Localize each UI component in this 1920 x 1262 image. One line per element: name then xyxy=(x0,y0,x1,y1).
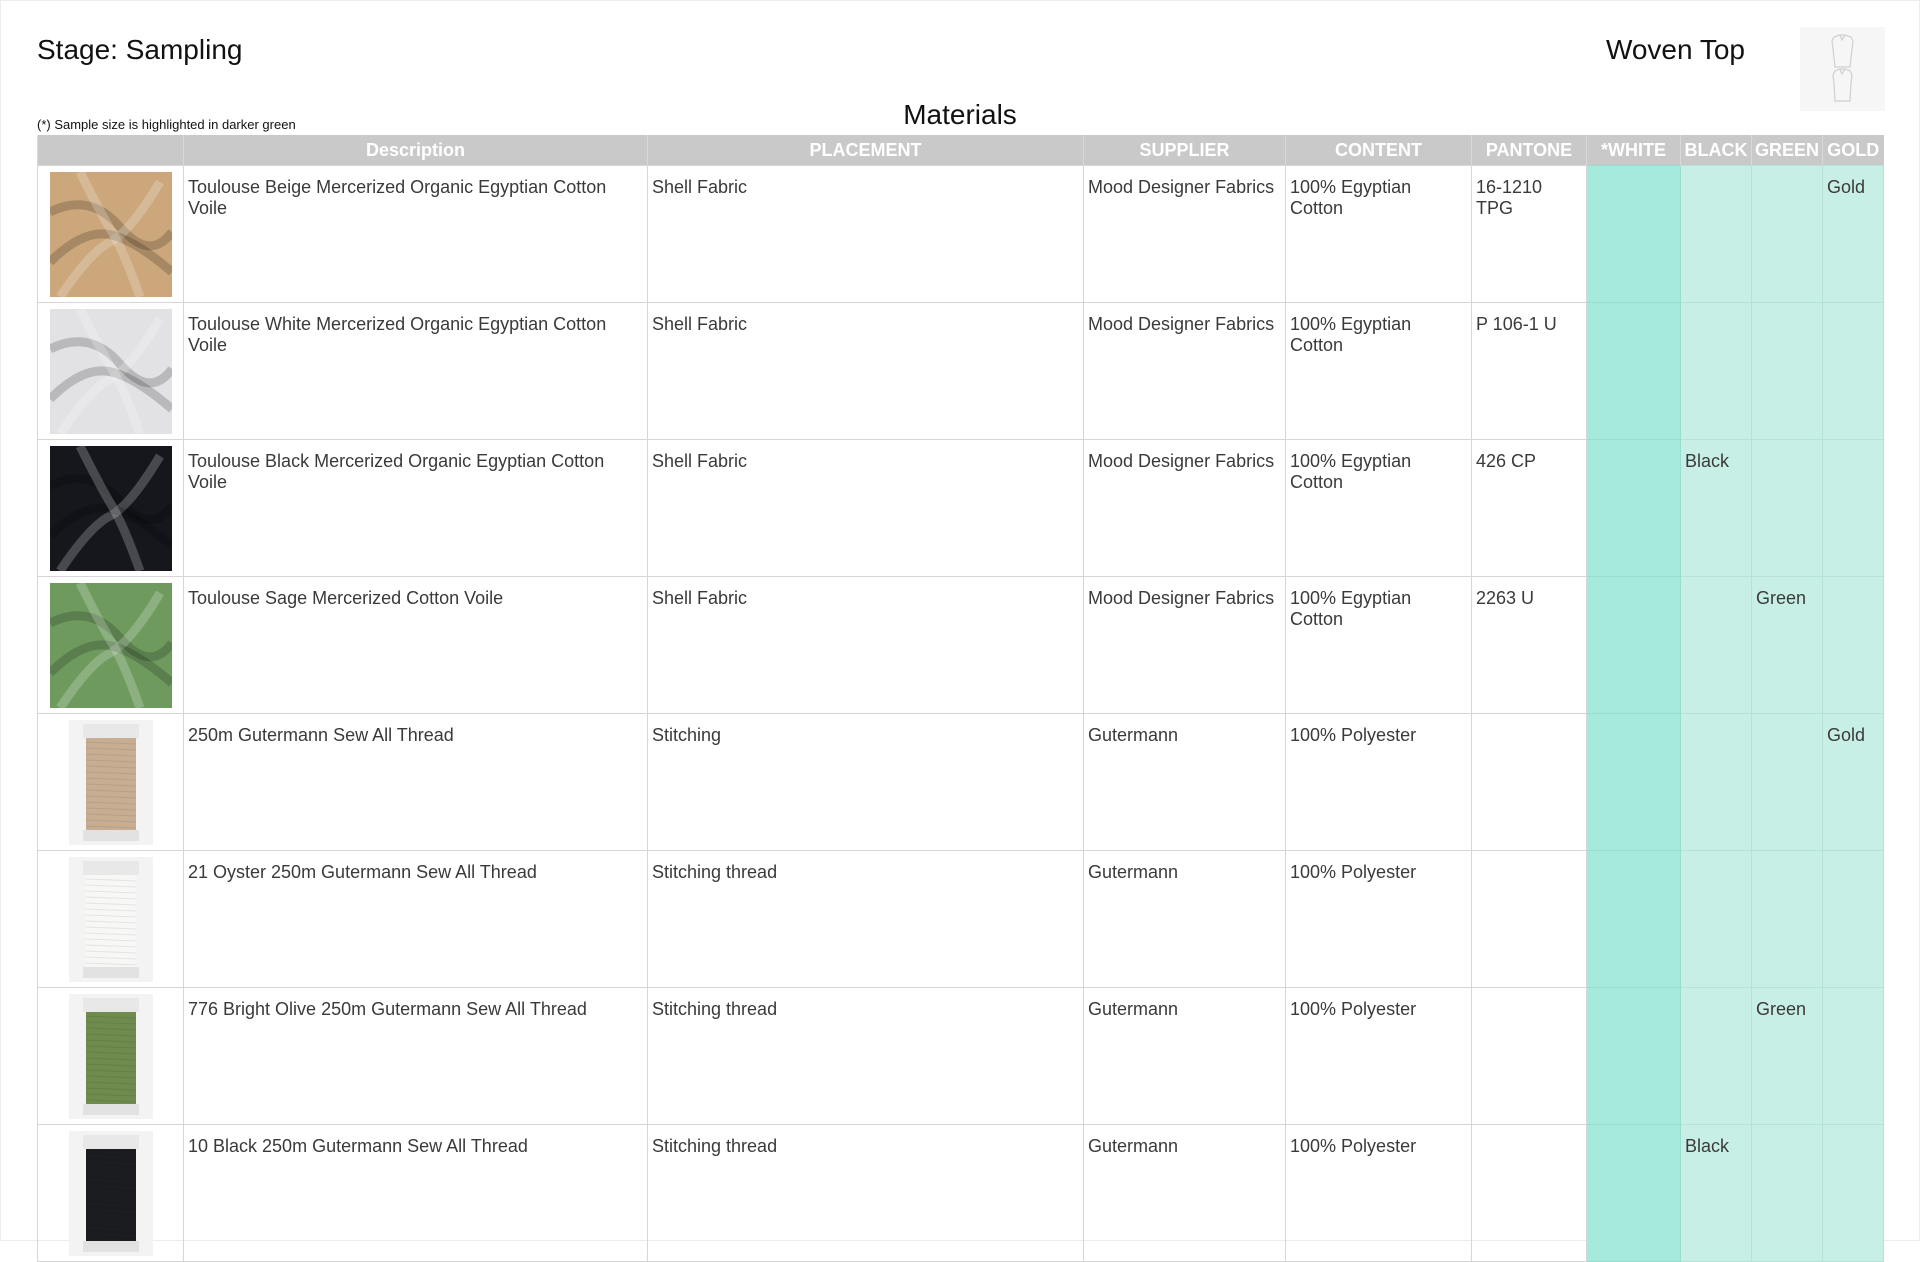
materials-heading: Materials xyxy=(903,99,1017,130)
cell-content[interactable]: 100% Egyptian Cotton xyxy=(1286,577,1472,714)
cell-content[interactable]: 100% Polyester xyxy=(1286,988,1472,1125)
cell-content[interactable]: 100% Polyester xyxy=(1286,851,1472,988)
cell-placement[interactable]: Stitching xyxy=(648,714,1084,851)
beige-thread-spool-icon xyxy=(69,720,153,845)
cell-content[interactable]: 100% Polyester xyxy=(1286,714,1472,851)
material-image-cell[interactable] xyxy=(38,988,184,1125)
table-row[interactable] xyxy=(38,714,1884,851)
header-placement[interactable]: PLACEMENT xyxy=(648,135,1084,166)
cell-gold[interactable] xyxy=(1823,303,1884,440)
cell-supplier[interactable]: Mood Designer Fabrics xyxy=(1084,166,1286,303)
material-image-cell[interactable] xyxy=(38,714,184,851)
cell-supplier[interactable]: Gutermann xyxy=(1084,988,1286,1125)
cell-description[interactable]: 776 Bright Olive 250m Gutermann Sew All Thread xyxy=(184,988,648,1125)
cell-placement[interactable]: Shell Fabric xyxy=(648,166,1084,303)
sage-fabric-swatch xyxy=(50,583,172,708)
cell-black[interactable]: Black xyxy=(1681,440,1752,577)
material-image-cell[interactable] xyxy=(38,851,184,988)
materials-table xyxy=(37,135,1884,1262)
cell-description[interactable]: 21 Oyster 250m Gutermann Sew All Thread xyxy=(184,851,648,988)
cell-black[interactable] xyxy=(1681,988,1752,1125)
cell-black[interactable] xyxy=(1681,714,1752,851)
cell-black[interactable]: Black xyxy=(1681,1125,1752,1262)
header-green[interactable]: GREEN xyxy=(1752,135,1823,166)
white-thread-spool-image xyxy=(69,857,153,982)
table-row[interactable] xyxy=(38,303,1884,440)
cell-supplier[interactable]: Mood Designer Fabrics xyxy=(1084,303,1286,440)
cell-supplier[interactable]: Mood Designer Fabrics xyxy=(1084,440,1286,577)
cell-green[interactable]: Green xyxy=(1752,577,1823,714)
header-supplier[interactable]: SUPPLIER xyxy=(1084,135,1286,166)
header-description[interactable]: Description xyxy=(184,135,648,166)
cell-green[interactable] xyxy=(1752,851,1823,988)
cell-content[interactable]: 100% Egyptian Cotton xyxy=(1286,440,1472,577)
cell-description[interactable]: 10 Black 250m Gutermann Sew All Thread xyxy=(184,1125,648,1262)
beige-thread-spool-image xyxy=(69,720,153,845)
table-row[interactable] xyxy=(38,988,1884,1125)
cell-gold[interactable]: Gold xyxy=(1823,714,1884,851)
table-header-row xyxy=(38,135,1884,166)
cell-gold[interactable] xyxy=(1823,988,1884,1125)
header-image xyxy=(38,135,184,166)
cell-white[interactable] xyxy=(1587,577,1681,714)
table-row[interactable] xyxy=(38,440,1884,577)
cell-description[interactable]: Toulouse Black Mercerized Organic Egyptian Cotton Voile xyxy=(184,440,648,577)
cell-pantone[interactable]: 426 CP xyxy=(1472,440,1587,577)
cell-gold[interactable] xyxy=(1823,440,1884,577)
cell-green[interactable] xyxy=(1752,303,1823,440)
beige-fabric-swatch xyxy=(50,172,172,297)
cell-white[interactable] xyxy=(1587,440,1681,577)
section-title xyxy=(0,99,1920,131)
cell-supplier[interactable]: Mood Designer Fabrics xyxy=(1084,577,1286,714)
cell-white[interactable] xyxy=(1587,303,1681,440)
cell-green[interactable] xyxy=(1752,440,1823,577)
cell-green[interactable] xyxy=(1752,166,1823,303)
cell-pantone[interactable] xyxy=(1472,714,1587,851)
table-row[interactable] xyxy=(38,577,1884,714)
cell-black[interactable] xyxy=(1681,303,1752,440)
cell-placement[interactable]: Stitching thread xyxy=(648,851,1084,988)
black-thread-spool-image xyxy=(69,1131,153,1256)
cell-gold[interactable]: Gold xyxy=(1823,166,1884,303)
cell-description[interactable]: Toulouse White Mercerized Organic Egyptian Cotton Voile xyxy=(184,303,648,440)
cell-supplier[interactable]: Gutermann xyxy=(1084,714,1286,851)
white-fabric-swatch xyxy=(50,309,172,434)
header-gold[interactable]: GOLD xyxy=(1823,135,1884,166)
cell-placement[interactable]: Stitching thread xyxy=(648,1125,1084,1262)
material-image-cell[interactable] xyxy=(38,303,184,440)
cell-supplier[interactable]: Gutermann xyxy=(1084,851,1286,988)
cell-pantone[interactable]: 16-1210 TPG xyxy=(1472,166,1587,303)
header-black[interactable]: BLACK xyxy=(1681,135,1752,166)
sample-size-note: (*) Sample size is highlighted in darker green xyxy=(37,117,296,132)
cell-gold[interactable] xyxy=(1823,851,1884,988)
cell-white[interactable] xyxy=(1587,988,1681,1125)
black-fabric-swatch xyxy=(50,446,172,571)
header-content[interactable]: CONTENT xyxy=(1286,135,1472,166)
cell-pantone[interactable]: 2263 U xyxy=(1472,577,1587,714)
material-image-cell[interactable] xyxy=(38,166,184,303)
table-row[interactable] xyxy=(38,851,1884,988)
cell-pantone[interactable]: P 106-1 U xyxy=(1472,303,1587,440)
cell-content[interactable]: 100% Egyptian Cotton xyxy=(1286,166,1472,303)
cell-supplier[interactable]: Gutermann xyxy=(1084,1125,1286,1262)
cell-black[interactable] xyxy=(1681,851,1752,988)
cell-placement[interactable]: Stitching thread xyxy=(648,988,1084,1125)
cell-placement[interactable]: Shell Fabric xyxy=(648,440,1084,577)
cell-white[interactable] xyxy=(1587,851,1681,988)
cell-description[interactable]: 250m Gutermann Sew All Thread xyxy=(184,714,648,851)
olive-thread-spool-image xyxy=(69,994,153,1119)
white-thread-spool-icon xyxy=(69,857,153,982)
cell-black[interactable] xyxy=(1681,166,1752,303)
cell-content[interactable]: 100% Egyptian Cotton xyxy=(1286,303,1472,440)
cell-pantone[interactable] xyxy=(1472,851,1587,988)
header-pantone[interactable]: PANTONE xyxy=(1472,135,1587,166)
table-row[interactable] xyxy=(38,166,1884,303)
stage-title: Stage: Sampling xyxy=(37,34,243,65)
cell-gold[interactable] xyxy=(1823,577,1884,714)
cell-green[interactable] xyxy=(1752,714,1823,851)
cell-black[interactable] xyxy=(1681,577,1752,714)
material-image-cell[interactable] xyxy=(38,440,184,577)
olive-thread-spool-icon xyxy=(69,994,153,1119)
cell-white[interactable] xyxy=(1587,714,1681,851)
style-name: Woven Top xyxy=(1605,34,1745,65)
header-white[interactable]: *WHITE xyxy=(1587,135,1681,166)
cell-placement[interactable]: Shell Fabric xyxy=(648,303,1084,440)
cell-description[interactable]: Toulouse Beige Mercerized Organic Egyptian Cotton Voile xyxy=(184,166,648,303)
black-thread-spool-icon xyxy=(69,1131,153,1256)
cell-green[interactable]: Green xyxy=(1752,988,1823,1125)
cell-content[interactable]: 100% Polyester xyxy=(1286,1125,1472,1262)
cell-placement[interactable]: Shell Fabric xyxy=(648,577,1084,714)
cell-white[interactable] xyxy=(1587,166,1681,303)
cell-description[interactable]: Toulouse Sage Mercerized Cotton Voile xyxy=(184,577,648,714)
material-image-cell[interactable] xyxy=(38,577,184,714)
cell-pantone[interactable] xyxy=(1472,988,1587,1125)
